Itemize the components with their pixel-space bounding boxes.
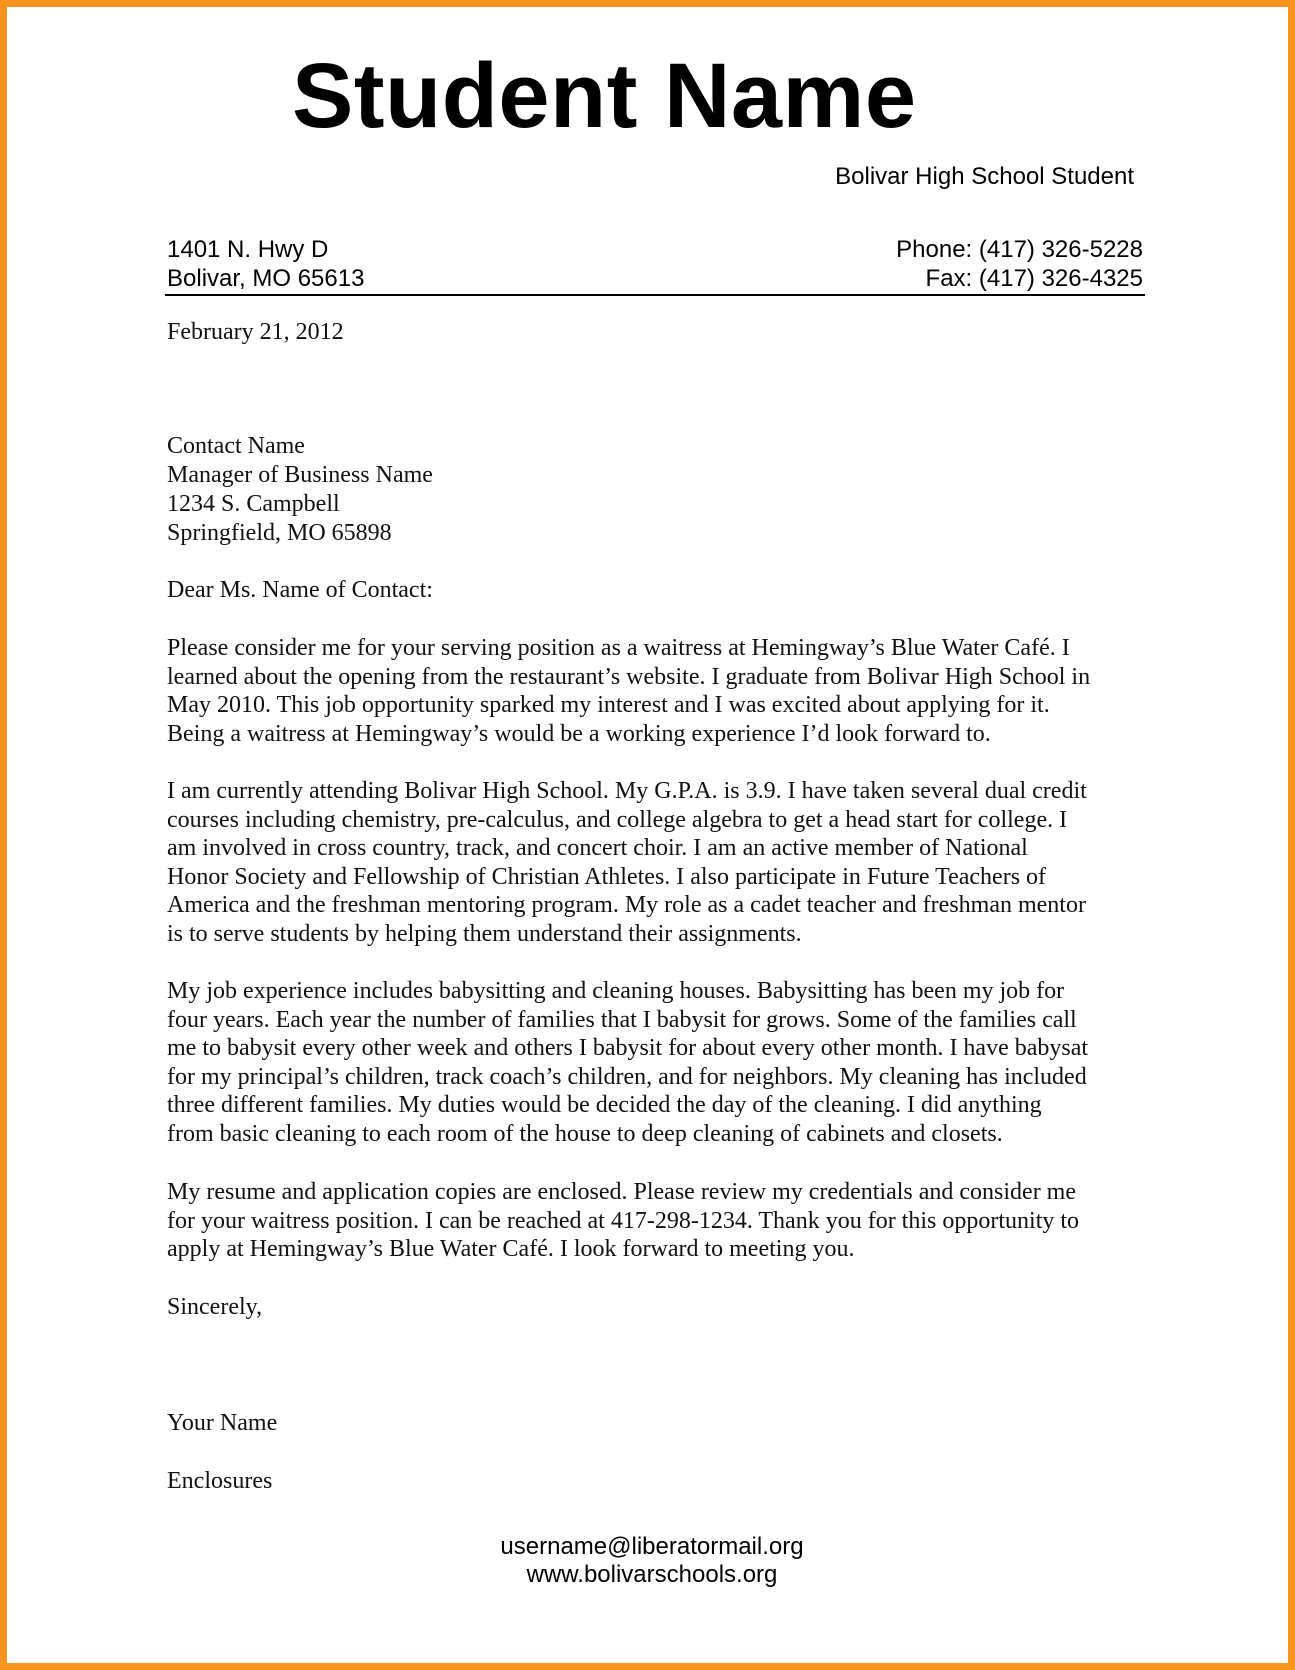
paragraph-line: three different families. My duties would be decided the day of the cleaning. I did anything: [167, 1092, 1042, 1119]
footer-email: username@liberatormail.org: [500, 1533, 804, 1560]
fax-number: Fax: (417) 326-4325: [925, 265, 1143, 292]
paragraph-line: from basic cleaning to each room of the house to deep cleaning of cabinets and closets.: [167, 1120, 1003, 1147]
header-divider: [165, 294, 1145, 296]
recipient-line: Springfield, MO 65898: [167, 520, 392, 546]
signature-name: Your Name: [167, 1410, 278, 1436]
paragraph-line: I am currently attending Bolivar High School. My G.P.A. is 3.9. I have taken several dual credit: [167, 778, 1087, 804]
sender-address-line: Bolivar, MO 65613: [167, 265, 365, 292]
paragraph-line: for your waitress position. I can be reached at 417-298-1234. Thank you for this opportunity to: [167, 1207, 1080, 1234]
recipient-line: Manager of Business Name: [167, 462, 433, 488]
letter-date: February 21, 2012: [167, 319, 344, 345]
paragraph-line: learned about the opening from the restaurant’s website. I graduate from Bolivar High School in: [167, 663, 1091, 690]
sender-address: [167, 235, 364, 293]
paragraph-line: Honor Society and Fellowship of Christian Athletes. I also participate in Future Teachers of: [167, 863, 1047, 890]
body-paragraph: [167, 977, 1167, 1149]
body-paragraph: [167, 777, 1167, 949]
recipient-line: Contact Name: [167, 433, 305, 459]
paragraph-line: me to babysit every other week and others I babysit for about every other month. I have babysat: [167, 1035, 1089, 1062]
sender-contact: [707, 235, 1143, 293]
closing: Sincerely,: [167, 1294, 263, 1320]
paragraph-line: Being a waitress at Hemingway’s would be a working experience I’d look forward to.: [167, 720, 991, 747]
paragraph-line: Please consider me for your serving position as a waitress at Hemingway’s Blue Water Café. I: [167, 635, 1070, 661]
body-paragraph: [167, 634, 1167, 748]
salutation: Dear Ms. Name of Contact:: [167, 577, 433, 603]
sender-address-line: 1401 N. Hwy D: [167, 236, 329, 263]
paragraph-line: My resume and application copies are enclosed. Please review my credentials and consider me: [167, 1179, 1076, 1205]
recipient-address: [167, 432, 433, 548]
student-name-heading: Student Name: [292, 45, 917, 147]
student-subtitle: Bolivar High School Student: [835, 163, 1134, 190]
paragraph-line: apply at Hemingway’s Blue Water Café. I look forward to meeting you.: [167, 1236, 855, 1263]
paragraph-line: America and the freshman mentoring program. My role as a cadet teacher and freshman mentor: [167, 892, 1086, 919]
phone-number: Phone: (417) 326-5228: [896, 236, 1143, 263]
paragraph-line: courses including chemistry, pre-calculus, and college algebra to get a head start for college. I: [167, 806, 1068, 833]
recipient-line: 1234 S. Campbell: [167, 491, 340, 517]
paragraph-line: for my principal’s children, track coach’s children, and for neighbors. My cleaning has included: [167, 1063, 1087, 1090]
body-paragraph: [167, 1178, 1167, 1264]
paragraph-line: am involved in cross country, track, and concert choir. I am an active member of National: [167, 835, 1028, 862]
paragraph-line: My job experience includes babysitting and cleaning houses. Babysitting has been my job for: [167, 978, 1065, 1004]
enclosures-note: Enclosures: [167, 1468, 273, 1494]
paragraph-line: May 2010. This job opportunity sparked my interest and I was excited about applying for it.: [167, 692, 1050, 719]
paragraph-line: is to serve students by helping them understand their assignments.: [167, 920, 802, 947]
paragraph-line: four years. Each year the number of families that I babysit for grows. Some of the families call: [167, 1006, 1077, 1033]
footer: [397, 1533, 907, 1589]
footer-website: www.bolivarschools.org: [526, 1561, 778, 1588]
